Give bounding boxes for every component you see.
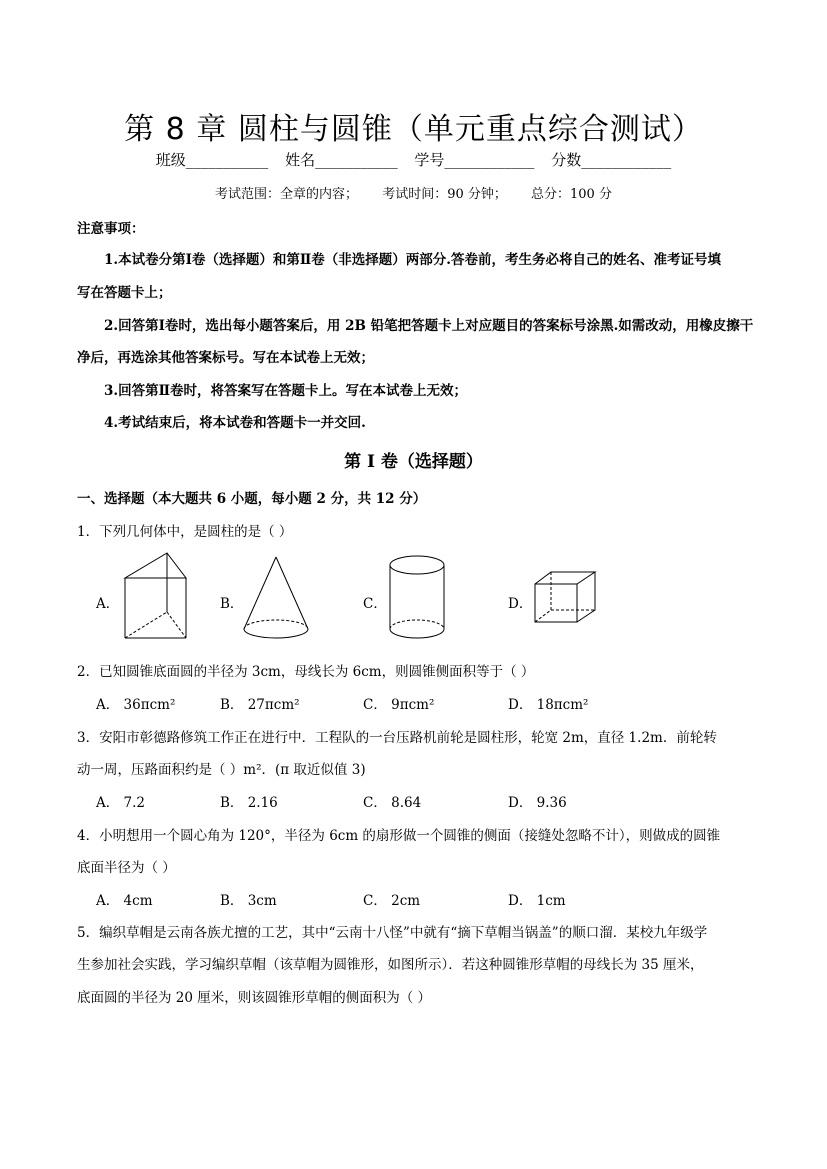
q2-option-a: A． 36πcm² <box>96 697 176 713</box>
question-5-stem-line-3: 底面圆的半径为 20 厘米，则该圆锥形草帽的侧面积为（ ） <box>77 990 432 1006</box>
q4-option-d: D． 1cm <box>508 893 566 909</box>
student-id-field: 学号____________ <box>414 151 535 169</box>
note-1-line-1: 1.本试卷分第Ⅰ卷（选择题）和第Ⅱ卷（非选择题）两部分.答卷前，考生务必将自己的姓名、准考证号填 <box>104 252 721 268</box>
cube-figure <box>532 570 602 626</box>
student-info-line <box>0 149 827 170</box>
question-2-options <box>0 693 827 713</box>
question-3-stem-line-2: 动一周，压路面积约是（ ）m²．(π 取近似值 3) <box>77 762 366 778</box>
triangular-prism-figure <box>120 550 190 642</box>
cube-top-face <box>535 572 595 584</box>
question-4-stem-line-1: 4．小明想用一个圆心角为 120°，半径为 6cm 的扇形做一个圆锥的侧面（接缝处忽略不计），则做成的圆锥 <box>77 828 721 844</box>
cone-edge <box>276 557 308 629</box>
q1-option-c-label: C． <box>363 596 387 612</box>
cylinder-base-front <box>390 629 444 638</box>
cone-base-back <box>244 620 308 629</box>
q3-option-a: A． 7.2 <box>96 795 146 811</box>
question-4-options <box>0 889 827 909</box>
note-1-line-2: 写在答题卡上； <box>77 285 172 301</box>
q1-option-a-label: A． <box>96 596 120 612</box>
q2-option-d: D． 18πcm² <box>508 697 589 713</box>
question-3-options <box>0 791 827 811</box>
note-4: 4.考试结束后，将本试卷和答题卡一并交回. <box>104 415 366 431</box>
name-field: 姓名___________ <box>285 151 398 169</box>
q4-option-a: A． 4cm <box>96 893 153 909</box>
question-5-stem-line-1: 5．编织草帽是云南各族尤擅的工艺，其中“云南十八怪”中就有“摘下草帽当锅盖”的顺口溜．某校九年级学 <box>77 925 708 941</box>
question-2-stem: 2．已知圆锥底面圆的半径为 3cm，母线长为 6cm，则圆锥侧面积等于（ ） <box>77 664 535 680</box>
class-field: 班级___________ <box>155 151 269 169</box>
note-2-line-2: 净后，再选涂其他答案标号。写在本试卷上无效； <box>77 350 374 366</box>
prism-top-face <box>125 553 186 578</box>
question-5-stem-line-2: 生参加社会实践，学习编织草帽（该草帽为圆锥形，如图所示）．若这种圆锥形草帽的母线长为 35 厘米， <box>77 957 704 973</box>
prism-hidden-edge <box>125 612 167 638</box>
prism-hidden-edge <box>167 612 186 638</box>
page-title: 第 8 章 圆柱与圆锥（单元重点综合测试） <box>124 112 703 147</box>
part-1-title: 第 I 卷（选择题） <box>344 452 483 472</box>
q2-option-c: C． 9πcm² <box>363 697 435 713</box>
cylinder-figure <box>386 553 448 643</box>
note-2-line-1: 2.回答第Ⅰ卷时，选出每小题答案后，用 2B 铅笔把答题卡上对应题目的答案标号涂黑.如需改动，用橡皮擦干 <box>104 318 754 334</box>
question-4-stem-line-2: 底面半径为（ ） <box>77 860 176 876</box>
note-3: 3.回答第Ⅱ卷时，将答案写在答题卡上。写在本试卷上无效； <box>104 383 467 399</box>
cylinder-base-back <box>390 620 444 629</box>
cube-front-face <box>535 584 577 622</box>
q4-option-b: B． 3cm <box>220 893 277 909</box>
q3-option-b: B． 2.16 <box>220 795 278 811</box>
exam-range: 考试范围：全章的内容； <box>215 187 359 202</box>
exam-scope-line <box>0 183 827 202</box>
cone-edge <box>244 557 276 629</box>
q4-option-c: C． 2cm <box>363 893 421 909</box>
q2-option-b: B． 27πcm² <box>220 697 300 713</box>
score-field: 分数____________ <box>551 151 672 169</box>
question-1-stem: 1．下列几何体中，是圆柱的是（ ） <box>77 524 293 540</box>
cylinder-top <box>390 556 444 574</box>
question-3-stem-line-1: 3．安阳市彰德路修筑工作正在进行中．工程队的一台压路机前轮是圆柱形，轮宽 2m，直径 1.2m．前轮转 <box>77 730 717 746</box>
cube-side-face <box>577 572 595 622</box>
cone-figure <box>240 555 312 643</box>
q3-option-c: C． 8.64 <box>363 795 422 811</box>
section-1-title: 一、选择题（本大题共 6 小题，每小题 2 分，共 12 分） <box>77 491 427 507</box>
q3-option-d: D． 9.36 <box>508 795 567 811</box>
q1-option-b-label: B． <box>220 596 244 612</box>
exam-time: 考试时间：90 分钟； <box>382 187 507 202</box>
notes-heading: 注意事项： <box>77 221 145 237</box>
q1-option-d-label: D． <box>508 596 533 612</box>
exam-total: 总分：100 分 <box>531 187 612 202</box>
cone-base-front <box>244 629 308 638</box>
